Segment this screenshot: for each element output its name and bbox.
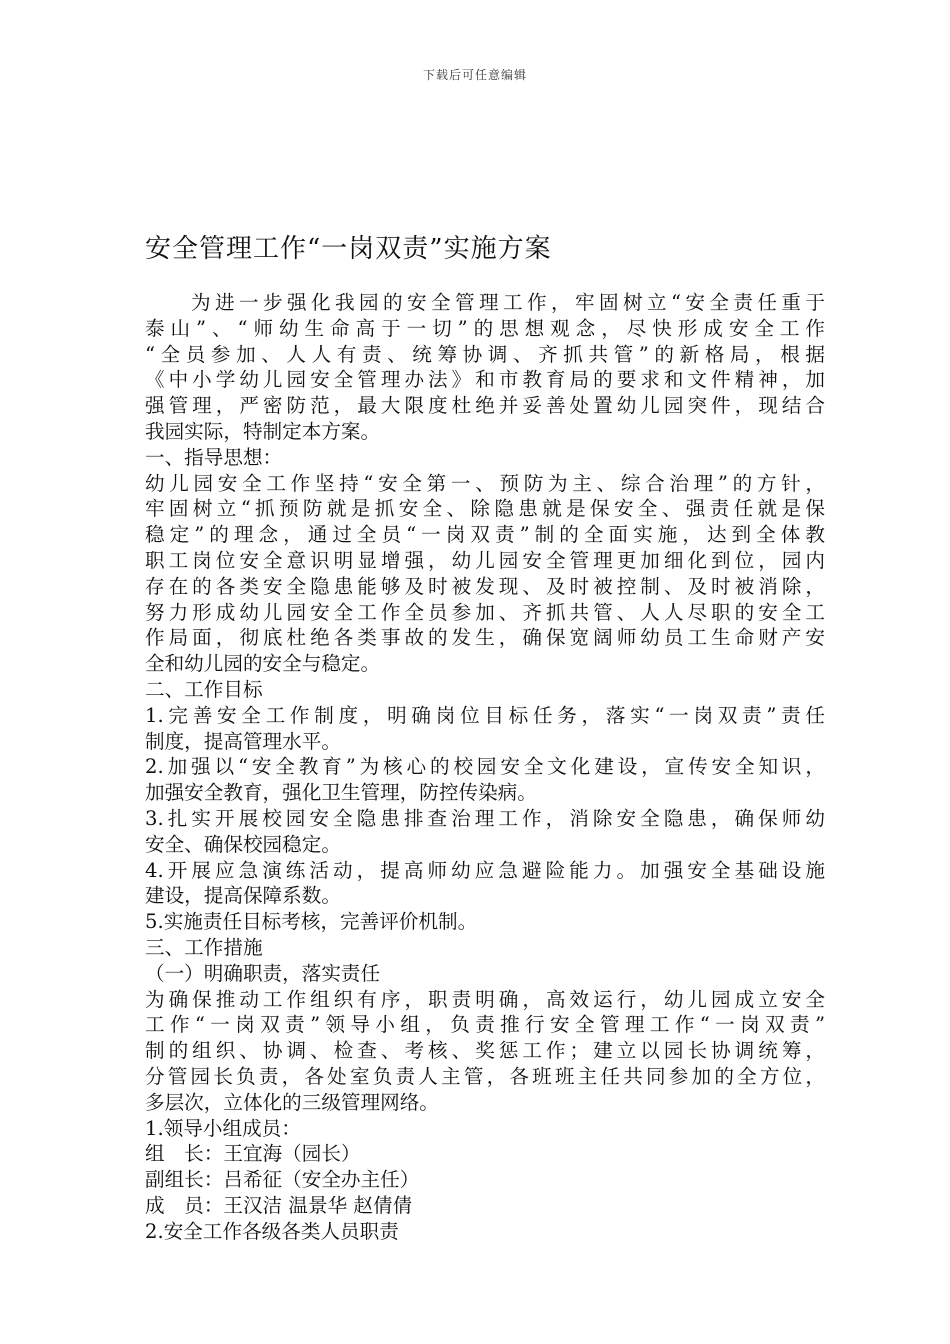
paragraph-line: 泰山”、“师幼生命高于一切”的思想观念，尽快形成安全工作 [145, 316, 825, 340]
list-heading: 2.安全工作各级各类人员职责 [145, 1219, 399, 1243]
member-line: 组 长：王宜海（园长） [145, 1142, 361, 1166]
paragraph-line: 稳定”的理念，通过全员“一岗双责”制的全面实施，达到全体教 [145, 523, 825, 547]
paragraph-line: 工作“一岗双责”领导小组，负责推行安全管理工作“一岗双责” [145, 1013, 825, 1037]
section-heading: 二、工作目标 [145, 677, 263, 701]
document-title: 安全管理工作“一岗双责”实施方案 [145, 234, 552, 264]
section-heading: 一、指导思想： [145, 445, 283, 469]
paragraph-line: 存在的各类安全隐患能够及时被发现、及时被控制、及时被消除， [145, 574, 825, 598]
paragraph-line: 职工岗位安全意识明显增强，幼儿园安全管理更加细化到位，园内 [145, 548, 825, 572]
paragraph-line: 5.实施责任目标考核，完善评价机制。 [145, 910, 478, 934]
paragraph-line: 制度，提高管理水平。 [145, 729, 341, 753]
paragraph-line: 作局面，彻底杜绝各类事故的发生，确保宽阔师幼员工生命财产安 [145, 626, 825, 650]
member-line: 副组长：吕希征（安全办主任） [145, 1168, 420, 1192]
paragraph-line: 制的组织、协调、检查、考核、奖惩工作；建立以园长协调统筹， [145, 1039, 825, 1063]
subsection-heading: （一）明确职责，落实责任 [145, 961, 381, 985]
paragraph-line: 加强安全教育，强化卫生管理，防控传染病。 [145, 781, 537, 805]
paragraph-line: 努力形成幼儿园安全工作全员参加、齐抓共管、人人尽职的安全工 [145, 600, 825, 624]
paragraph-line: 4.开展应急演练活动，提高师幼应急避险能力。加强安全基础设施 [145, 858, 825, 882]
paragraph-line: 1.完善安全工作制度，明确岗位目标任务，落实“一岗双责”责任 [145, 703, 825, 727]
paragraph-line: 3.扎实开展校园安全隐患排查治理工作，消除安全隐患，确保师幼 [145, 806, 825, 830]
page-header-note: 下载后可任意编辑 [422, 68, 527, 82]
paragraph-line: “全员参加、人人有责、统筹协调、齐抓共管”的新格局，根据 [145, 342, 825, 366]
paragraph-line: 为确保推动工作组织有序，职责明确，高效运行，幼儿园成立安全 [145, 987, 825, 1011]
paragraph-line: 为进一步强化我园的安全管理工作，牢固树立“安全责任重于 [191, 291, 825, 314]
paragraph-line: 我园实际，特制定本方案。 [145, 419, 381, 443]
paragraph-line: 强管理，严密防范，最大限度杜绝并妥善处置幼儿园突件，现结合 [145, 394, 825, 418]
paragraph-line: 牢固树立“抓预防就是抓安全、除隐患就是保安全、强责任就是保 [145, 497, 825, 521]
paragraph-line: 分管园长负责，各处室负责人主管，各班班主任共同参加的全方位， [145, 1064, 825, 1088]
paragraph-line: 建设，提高保障系数。 [145, 884, 341, 908]
paragraph-line: 幼儿园安全工作坚持“安全第一、预防为主、综合治理”的方针， [145, 471, 825, 495]
paragraph-line: 安全、确保校园稳定。 [145, 832, 341, 856]
list-heading: 1.领导小组成员： [145, 1116, 301, 1140]
document-body [145, 290, 825, 1244]
member-line: 成 员：王汉洁 温景华 赵倩倩 [145, 1193, 413, 1217]
section-heading: 三、工作措施 [145, 935, 263, 959]
paragraph-line: 《中小学幼儿园安全管理办法》和市教育局的要求和文件精神，加 [145, 368, 825, 392]
paragraph-line: 2.加强以“安全教育”为核心的校园安全文化建设，宣传安全知识， [145, 755, 825, 779]
paragraph-line: 多层次，立体化的三级管理网络。 [145, 1090, 439, 1114]
paragraph-line: 全和幼儿园的安全与稳定。 [145, 652, 381, 676]
